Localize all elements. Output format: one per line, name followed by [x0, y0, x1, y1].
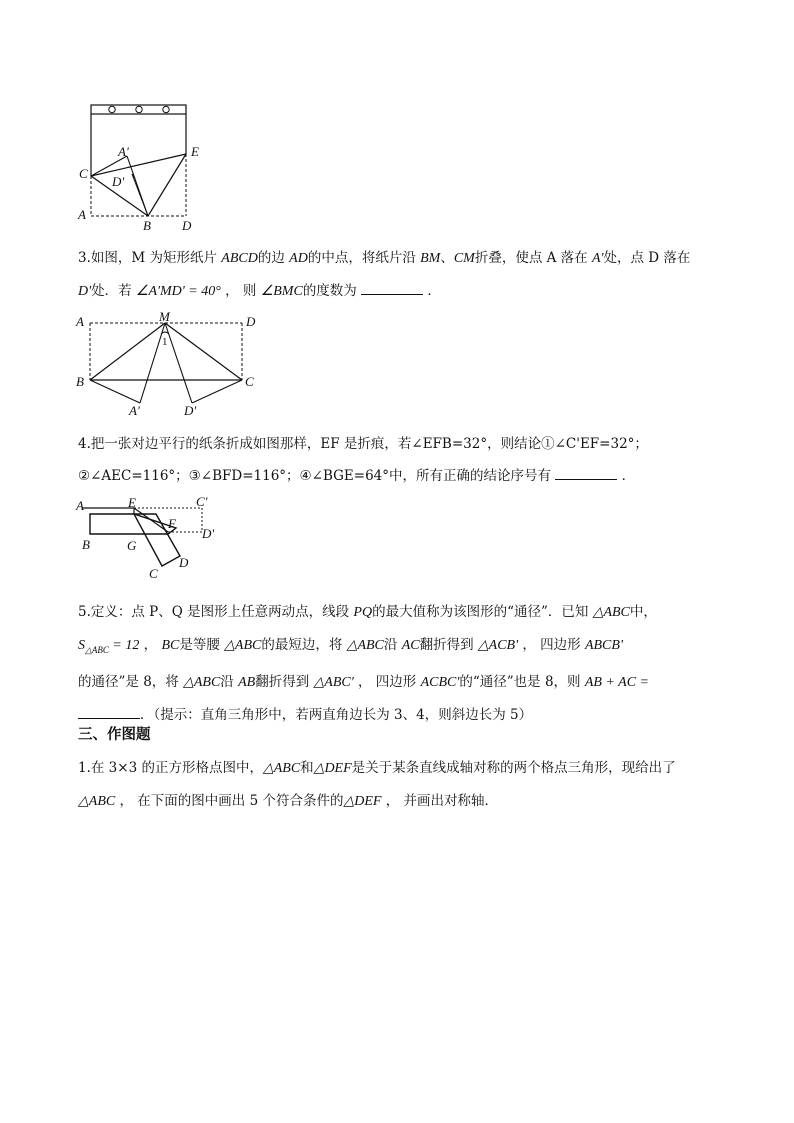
label-D: D [246, 314, 256, 329]
question-3: 3.如图，M 为矩形纸片 ABCD的边 AD的中点，将纸片沿 BM、CM折叠，使点 A 落在 A'处，点 D 落在 D'处．若 ∠A'MD' = 40° ， 则 ∠BMC的度数为 ． [78, 250, 691, 299]
label-A: A [76, 498, 84, 513]
label-C: C [245, 374, 254, 389]
label-B: B [76, 374, 84, 389]
label-A-prime: A' [129, 403, 140, 418]
label-A-prime: A' [118, 144, 129, 159]
label-C: C [149, 566, 158, 581]
label-C: C [79, 166, 88, 181]
label-D-prime: D' [202, 526, 215, 541]
label-D-prime: D' [184, 403, 197, 418]
label-A: A [78, 207, 86, 222]
figure-rectangle-fold [70, 308, 270, 423]
angle-1-label: 1 [162, 336, 168, 348]
label-F: F [168, 516, 176, 531]
label-G: G [127, 538, 137, 553]
label-B: B [82, 537, 90, 552]
label-C-double-prime: C' [196, 494, 208, 509]
answer-blank-q5[interactable] [78, 704, 140, 719]
question-4: 4.把一张对边平行的纸条折成如图那样，EF 是折痕，若∠EFB=32°，则结论①∠C'EF=32°； ②∠AEC=116°；③∠BFD=116°；④∠BGE=64°中，所有正确的结论序号有 ． [78, 436, 648, 484]
label-D: D [182, 218, 192, 233]
label-D-prime: D' [112, 174, 125, 189]
question-5: 5.定义：点 P、Q 是图形上任意两动点，线段 PQ的最大值称为该图形的“通径”．已知 △ABC中， $S_{\triangle ABC} = 12$ ， BC是等腰 △ABC的最短边，将 △ABC沿 AC翻折得到 △ACB' ， 四边形 ABCB' 的通径”是 8，将 △ABC沿 AB翻折得到 △ABC' ， 四边形 ACBC'的“通径”也是 8，则 AB + AC = ．（提示：直角三角形中，若两直角边长为 3、4，则斜边长为 5） [78, 604, 657, 723]
label-E: E [191, 144, 199, 159]
question-drawing-1: 1.在 3×3 的正方形格点图中，△ABC和△DEF是关于某条直线成轴对称的两个格点三角形，现给出了 △ABC ， 在下面的图中画出 5 个符合条件的△DEF ， 并画出对称轴． [78, 760, 676, 809]
answer-blank-q3[interactable] [361, 280, 423, 295]
label-B: B [143, 218, 151, 233]
section-title: 三、作图题 [78, 726, 151, 743]
label-M: M [159, 309, 170, 324]
figure-paper-strip-fold [72, 494, 232, 586]
label-E: E [128, 495, 136, 510]
label-A: A [76, 314, 84, 329]
figure-folded-paper [76, 98, 216, 234]
label-D: D [179, 555, 189, 570]
answer-blank-q4[interactable] [555, 465, 617, 480]
